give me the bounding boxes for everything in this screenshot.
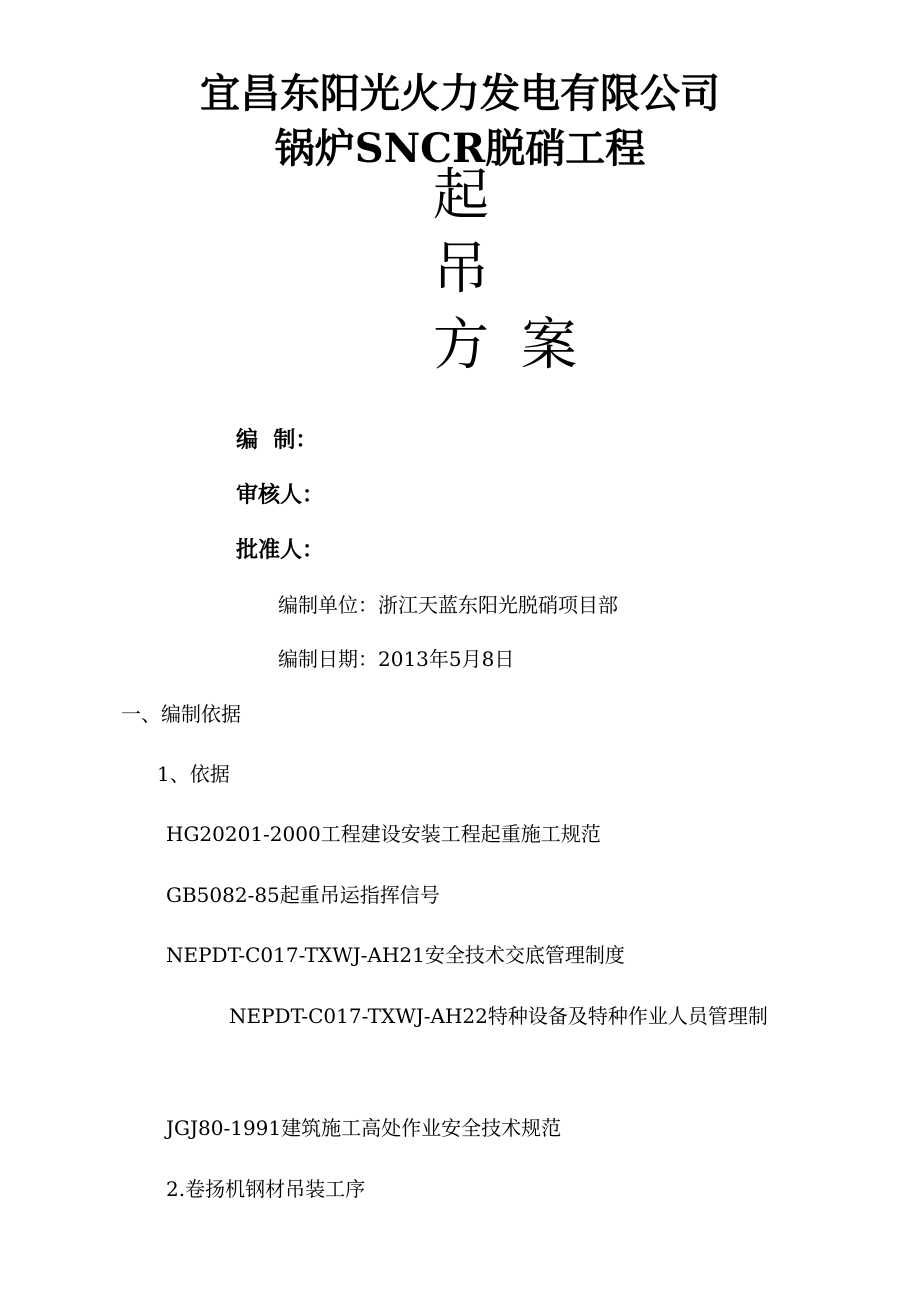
subsection-heading: 1、依据 — [157, 762, 230, 786]
company-title: 宜昌东阳光火力发电有限公司 — [200, 70, 720, 117]
reference-item: NEPDT-C017-TXWJ-AH22特种设备及特种作业人员管理制 — [229, 1004, 768, 1028]
compiling-unit: 编制单位：浙江天蓝东阳光脱硝项目部 — [278, 593, 618, 617]
reviewed-by-label: 审核人： — [236, 482, 325, 508]
doc-type-char-1: 起 — [433, 163, 489, 228]
compiling-date: 编制日期：2013年5月8日 — [278, 647, 515, 671]
reference-item: HG20201-2000工程建设安装工程起重施工规范 — [166, 822, 601, 846]
reference-item: GB5082-85起重吊运指挥信号 — [166, 883, 440, 907]
reference-item: JGJ80-1991建筑施工高处作业安全技术规范 — [166, 1116, 562, 1140]
project-title: 锅炉SNCR脱硝工程 — [274, 125, 646, 172]
section-heading: 一、编制依据 — [121, 702, 241, 726]
reference-item: NEPDT-C017-TXWJ-AH21安全技术交底管理制度 — [166, 943, 625, 967]
compiled-by-label: 编 制： — [236, 427, 318, 453]
doc-type-char-4: 案 — [521, 313, 577, 378]
approved-by-label: 批准人： — [236, 537, 325, 563]
subsection-heading: 2.卷扬机钢材吊装工序 — [166, 1177, 366, 1201]
doc-type-char-3: 方 — [433, 313, 489, 378]
doc-type-char-2: 吊 — [433, 237, 489, 302]
